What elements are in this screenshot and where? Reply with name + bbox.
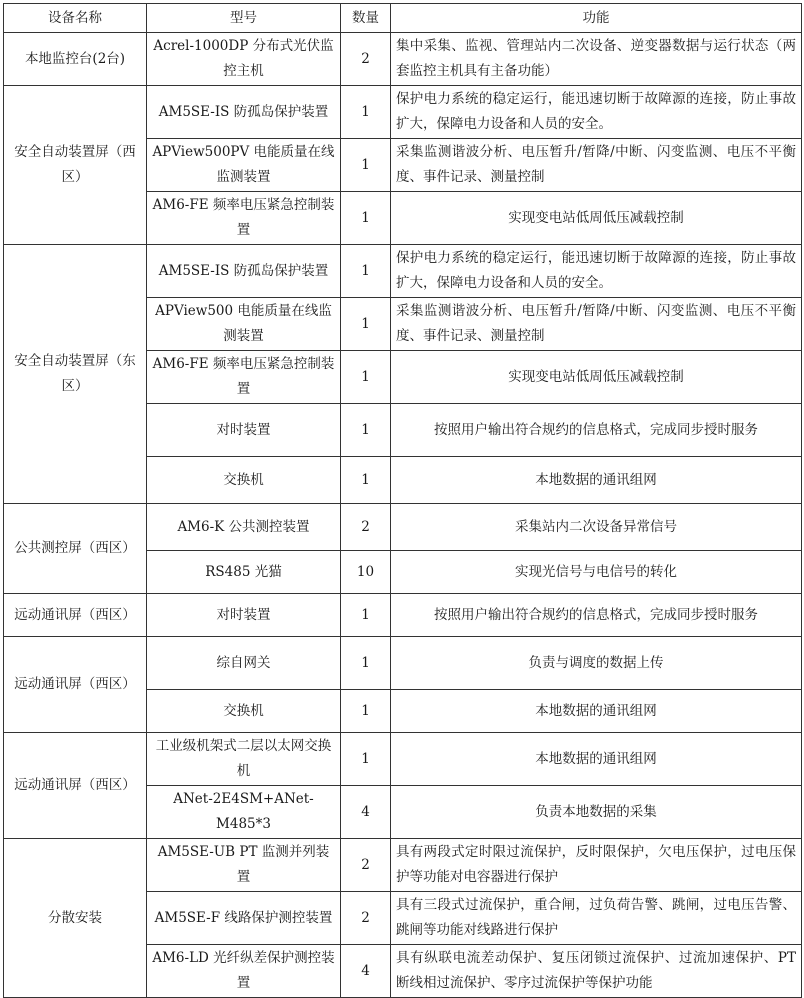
quantity-cell: 2 — [341, 892, 391, 945]
model-cell: AM6-K 公共测控装置 — [147, 504, 341, 551]
table-row — [4, 733, 802, 786]
device-name-cell: 安全自动装置屏（东区） — [4, 245, 147, 504]
device-name-cell: 分散安装 — [4, 839, 147, 998]
function-cell: 本地数据的通讯组网 — [391, 733, 802, 786]
model-cell: AM5SE-UB PT 监测并列装置 — [147, 839, 341, 892]
model-cell: Acrel-1000DP 分布式光伏监控主机 — [147, 33, 341, 86]
table-row — [4, 839, 802, 892]
model-cell: 工业级机架式二层以太网交换机 — [147, 733, 341, 786]
quantity-cell: 4 — [341, 945, 391, 998]
function-cell: 保护电力系统的稳定运行，能迅速切断于故障源的连接，防止事故扩大，保障电力设备和人员的安全。 — [391, 86, 802, 139]
function-cell: 本地数据的通讯组网 — [391, 690, 802, 733]
model-cell: 对时装置 — [147, 594, 341, 637]
quantity-cell: 2 — [341, 839, 391, 892]
device-name-cell: 本地监控台(2台) — [4, 33, 147, 86]
function-cell: 本地数据的通讯组网 — [391, 457, 802, 504]
model-cell: APView500PV 电能质量在线监测装置 — [147, 139, 341, 192]
model-cell: AM6-FE 频率电压紧急控制装置 — [147, 351, 341, 404]
quantity-cell: 10 — [341, 551, 391, 594]
model-cell: AM5SE-IS 防孤岛保护装置 — [147, 86, 341, 139]
quantity-cell: 1 — [341, 637, 391, 690]
model-cell: APView500 电能质量在线监测装置 — [147, 298, 341, 351]
function-cell: 具有纵联电流差动保护、复压闭锁过流保护、过流加速保护、PT 断线相过流保护、零序过流保护等保护功能 — [391, 945, 802, 998]
model-cell: AM5SE-IS 防孤岛保护装置 — [147, 245, 341, 298]
quantity-cell: 1 — [341, 86, 391, 139]
table-row — [4, 504, 802, 551]
model-cell: AM6-FE 频率电压紧急控制装置 — [147, 192, 341, 245]
table-row — [4, 33, 802, 86]
model-cell: 交换机 — [147, 457, 341, 504]
model-cell: ANet-2E4SM+ANet-M485*3 — [147, 786, 341, 839]
function-cell: 负责本地数据的采集 — [391, 786, 802, 839]
model-cell: 对时装置 — [147, 404, 341, 457]
function-cell: 集中采集、监视、管理站内二次设备、逆变器数据与运行状态（两套监控主机具有主备功能） — [391, 33, 802, 86]
quantity-cell: 1 — [341, 298, 391, 351]
header-function: 功能 — [391, 4, 802, 33]
function-cell: 保护电力系统的稳定运行，能迅速切断于故障源的连接，防止事故扩大，保障电力设备和人员的安全。 — [391, 245, 802, 298]
header-model: 型号 — [147, 4, 341, 33]
function-cell: 按照用户输出符合规约的信息格式，完成同步授时服务 — [391, 594, 802, 637]
function-cell: 负责与调度的数据上传 — [391, 637, 802, 690]
function-cell: 采集监测谐波分析、电压暂升/暂降/中断、闪变监测、电压不平衡度、事件记录、测量控制 — [391, 139, 802, 192]
device-name-cell: 公共测控屏（西区） — [4, 504, 147, 594]
table-row — [4, 86, 802, 139]
quantity-cell: 1 — [341, 192, 391, 245]
quantity-cell: 1 — [341, 245, 391, 298]
quantity-cell: 1 — [341, 351, 391, 404]
quantity-cell: 4 — [341, 786, 391, 839]
model-cell: RS485 光猫 — [147, 551, 341, 594]
model-cell: 综自网关 — [147, 637, 341, 690]
function-cell: 实现变电站低周低压减载控制 — [391, 192, 802, 245]
table-header-row — [4, 4, 802, 33]
quantity-cell: 1 — [341, 457, 391, 504]
equipment-table — [3, 3, 802, 998]
device-name-cell: 远动通讯屏（西区） — [4, 594, 147, 637]
quantity-cell: 1 — [341, 139, 391, 192]
header-quantity: 数量 — [341, 4, 391, 33]
header-device-name: 设备名称 — [4, 4, 147, 33]
table-row — [4, 637, 802, 690]
device-name-cell: 安全自动装置屏（西区） — [4, 86, 147, 245]
device-name-cell: 远动通讯屏（西区） — [4, 733, 147, 839]
quantity-cell: 1 — [341, 594, 391, 637]
quantity-cell: 2 — [341, 33, 391, 86]
quantity-cell: 1 — [341, 404, 391, 457]
function-cell: 具有两段式定时限过流保护，反时限保护，欠电压保护，过电压保护等功能对电容器进行保护 — [391, 839, 802, 892]
function-cell: 实现光信号与电信号的转化 — [391, 551, 802, 594]
model-cell: 交换机 — [147, 690, 341, 733]
table-body — [4, 33, 802, 998]
table-row — [4, 245, 802, 298]
device-name-cell: 远动通讯屏（西区） — [4, 637, 147, 733]
function-cell: 具有三段式过流保护，重合闸，过负荷告警、跳闸，过电压告警、跳闸等功能对线路进行保护 — [391, 892, 802, 945]
model-cell: AM6-LD 光纤纵差保护测控装置 — [147, 945, 341, 998]
function-cell: 实现变电站低周低压减载控制 — [391, 351, 802, 404]
table-row — [4, 594, 802, 637]
function-cell: 采集站内二次设备异常信号 — [391, 504, 802, 551]
quantity-cell: 1 — [341, 733, 391, 786]
quantity-cell: 2 — [341, 504, 391, 551]
model-cell: AM5SE-F 线路保护测控装置 — [147, 892, 341, 945]
quantity-cell: 1 — [341, 690, 391, 733]
function-cell: 按照用户输出符合规约的信息格式，完成同步授时服务 — [391, 404, 802, 457]
function-cell: 采集监测谐波分析、电压暂升/暂降/中断、闪变监测、电压不平衡度、事件记录、测量控制 — [391, 298, 802, 351]
